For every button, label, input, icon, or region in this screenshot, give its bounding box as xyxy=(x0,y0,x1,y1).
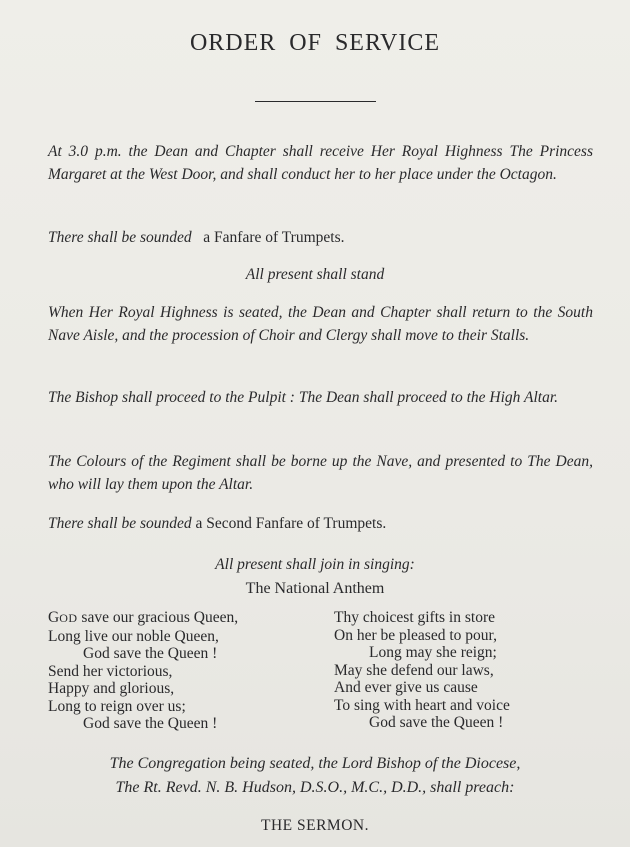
verse-line: To sing with heart and voice xyxy=(334,696,510,714)
sermon-heading: THE SERMON. xyxy=(261,817,369,834)
anthem-verse-1 xyxy=(48,609,238,733)
verse-line: God save the Queen ! xyxy=(369,714,504,731)
verse-line: On her be pleased to pour, xyxy=(334,626,497,644)
verse-line: GOD save our gracious Queen, xyxy=(48,609,239,626)
verse-line: Thy choicest gifts in store xyxy=(334,609,495,626)
verse-line: Long to reign over us; xyxy=(48,697,186,715)
fanfare-second-text: a Second Fanfare of Trumpets. xyxy=(195,515,387,532)
verse-line: Send her victorious, xyxy=(48,662,173,680)
verse-line: Long may she reign; xyxy=(369,644,497,661)
verse-line: Long live our noble Queen, xyxy=(48,627,219,645)
verse-line: God save the Queen ! xyxy=(83,715,218,732)
fanfare-second-rubric: There shall be sounded xyxy=(48,515,192,532)
preach-line: The Rt. Revd. N. B. Hudson, D.S.O., M.C., D.D., shall preach: xyxy=(115,779,515,796)
paragraph-fanfare-second xyxy=(48,512,593,535)
verse-line: Happy and glorious, xyxy=(48,680,175,697)
anthem-verse-2 xyxy=(334,609,510,732)
verse-line: May she defend our laws, xyxy=(334,661,494,679)
paragraph-bishop-dean: The Bishop shall proceed to the Pulpit : The Dean shall proceed to the High Altar. xyxy=(48,389,559,406)
fanfare-first-rubric: There shall be sounded xyxy=(48,229,192,246)
preach-line: The Congregation being seated, the Lord Bishop of the Diocese, xyxy=(109,755,521,772)
paragraph-colours: The Colours of the Regiment shall be borne up the Nave, and presented to The Dean, who will lay them upon the Altar. xyxy=(48,453,593,493)
preach-rubric xyxy=(0,752,630,800)
verse-line: And ever give us cause xyxy=(334,679,478,696)
anthem-title: The National Anthem xyxy=(245,580,385,597)
title-divider xyxy=(255,101,376,102)
verse-line: God save the Queen ! xyxy=(83,645,218,662)
paragraph-all-stand: All present shall stand xyxy=(245,266,385,283)
paragraph-reception: At 3.0 p.m. the Dean and Chapter shall receive Her Royal Highness The Princess Margaret at the West Door, and shall conduct her to her place under the Octagon. xyxy=(48,143,593,183)
page-title: ORDER OF SERVICE xyxy=(189,30,441,56)
paragraph-fanfare-first xyxy=(48,226,593,249)
paragraph-singing: All present shall join in singing: xyxy=(215,556,415,573)
paragraph-procession: When Her Royal Highness is seated, the Dean and Chapter shall return to the South Nave Aisle, and the procession of Choir and Clergy shall move to their Stalls. xyxy=(48,304,593,344)
fanfare-first-text: a Fanfare of Trumpets. xyxy=(203,229,345,246)
